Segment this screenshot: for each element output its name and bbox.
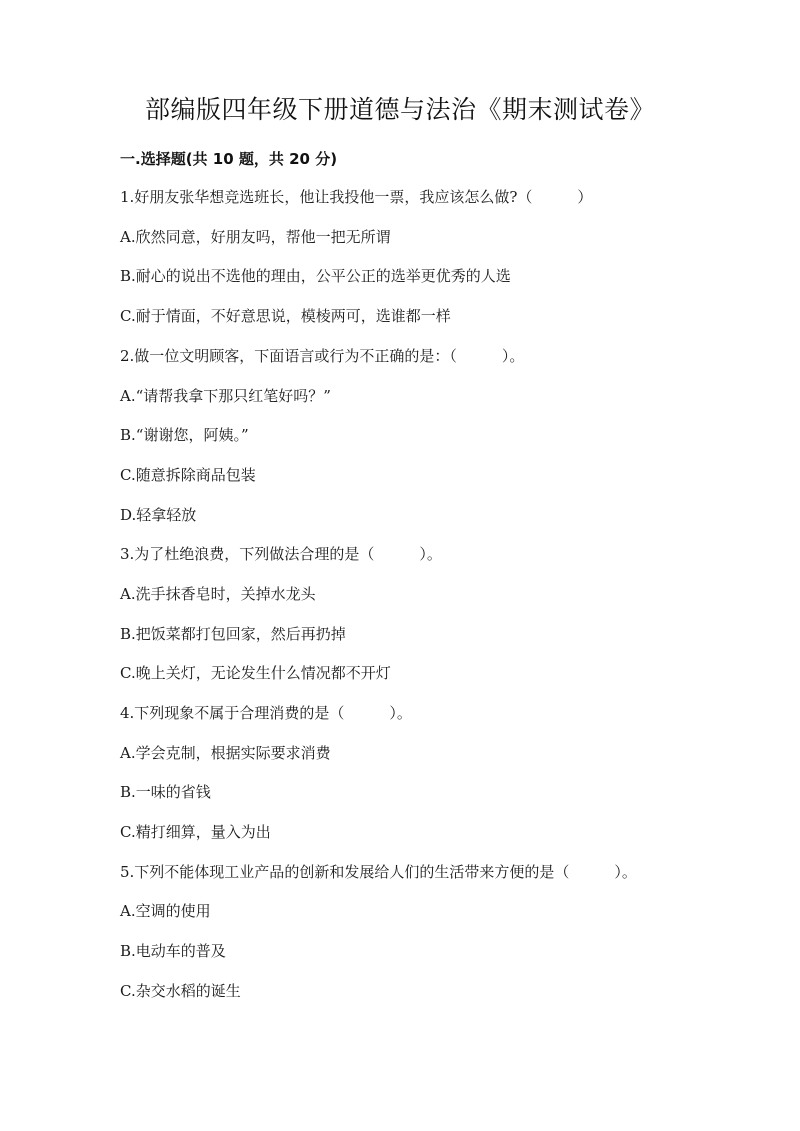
question-2-option-b: B.“谢谢您，阿姨。”	[120, 426, 249, 444]
question-1-option-b: B.耐心的说出不选他的理由，公平公正的选举更优秀的人选	[120, 267, 511, 285]
question-2-option-c: C.随意拆除商品包装	[120, 466, 256, 484]
question-1-option-a: A.欣然同意，好朋友吗，帮他一把无所谓	[120, 228, 391, 246]
question-1-option-c: C.耐于情面，不好意思说，模棱两可，选谁都一样	[120, 307, 451, 325]
question-5-option-a: A.空调的使用	[120, 902, 211, 920]
question-2-option-d: D.轻拿轻放	[120, 506, 197, 524]
question-4-stem: 4.下列现象不属于合理消费的是（ ）。	[120, 704, 412, 722]
question-4-option-b: B.一味的省钱	[120, 783, 211, 801]
page-title: 部编版四年级下册道德与法治《期末测试卷》	[144, 95, 655, 124]
question-2-stem: 2.做一位文明顾客，下面语言或行为不正确的是：（ ）。	[120, 347, 525, 365]
question-3-option-b: B.把饭菜都打包回家，然后再扔掉	[120, 625, 346, 643]
question-3-option-a: A.洗手抹香皂时，关掉水龙头	[120, 585, 316, 603]
question-2-option-a: A.“请帮我拿下那只红笔好吗？”	[120, 387, 331, 405]
section-heading: 一.选择题(共 10 题，共 20 分)	[120, 150, 338, 168]
question-3-option-c: C.晚上关灯，无论发生什么情况都不开灯	[120, 664, 391, 682]
question-5-stem: 5.下列不能体现工业产品的创新和发展给人们的生活带来方便的是（ ）。	[120, 863, 637, 881]
question-5-option-b: B.电动车的普及	[120, 942, 226, 960]
question-4-option-a: A.学会克制，根据实际要求消费	[120, 744, 331, 762]
question-3-stem: 3.为了杜绝浪费，下列做法合理的是（ ）。	[120, 545, 442, 563]
question-1-stem: 1.好朋友张华想竞选班长，他让我投他一票，我应该怎么做?（ ）	[120, 188, 593, 206]
question-4-option-c: C.精打细算，量入为出	[120, 823, 271, 841]
question-5-option-c: C.杂交水稻的诞生	[120, 982, 241, 1000]
